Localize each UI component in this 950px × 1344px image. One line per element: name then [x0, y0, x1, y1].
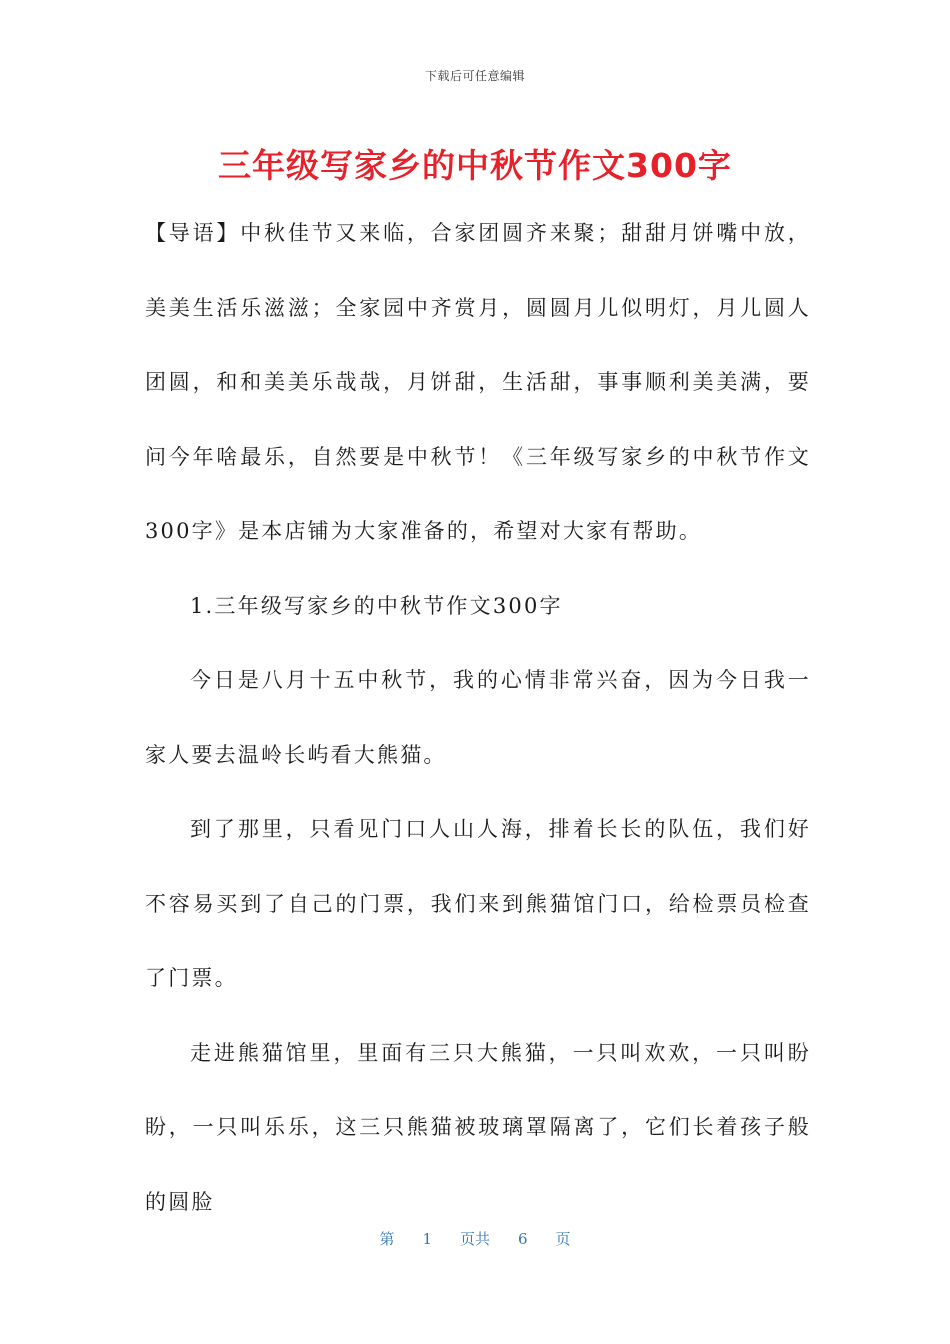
body-paragraph: 走进熊猫馆里，里面有三只大熊猫，一只叫欢欢，一只叫盼盼，一只叫乐乐，这三只熊猫被玻璃罩隔离了，它们长着孩子般的圆脸 — [145, 1040, 811, 1214]
intro-paragraph: 【导语】中秋佳节又来临，合家团圆齐来聚；甜甜月饼嘴中放，美美生活乐滋滋；全家园中齐赏月，圆圆月儿似明灯，月儿圆人团圆，和和美美乐哉哉，月饼甜，生活甜，事事顺利美美满，要问今年啥最乐，自然要是中秋节！《三年级写家乡的中秋节作文300字》是本店铺为大家准备的，希望对大家有帮助。 — [145, 221, 811, 543]
body-paragraph: 今日是八月十五中秋节，我的心情非常兴奋，因为今日我一家人要去温岭长屿看大熊猫。 — [145, 668, 811, 767]
footer-page-label: 第 — [379, 1230, 395, 1248]
footer-pages-label: 页 — [555, 1230, 571, 1248]
footer-current-page: 1 — [422, 1230, 432, 1248]
footer-of-label: 页共 — [459, 1230, 490, 1248]
body-paragraph: 到了那里，只看见门口人山人海，排着长长的队伍，我们好不容易买到了自己的门票，我们来到熊猫馆门口，给检票员检查了门票。 — [145, 817, 811, 990]
section-heading: 1.三年级写家乡的中秋节作文300字 — [190, 593, 563, 618]
footer-total-pages: 6 — [518, 1230, 528, 1248]
page-footer — [0, 1228, 950, 1249]
document-title: 三年级写家乡的中秋节作文300字 — [218, 146, 732, 185]
document-body — [145, 196, 811, 1239]
header-note: 下载后可任意编辑 — [424, 69, 525, 83]
